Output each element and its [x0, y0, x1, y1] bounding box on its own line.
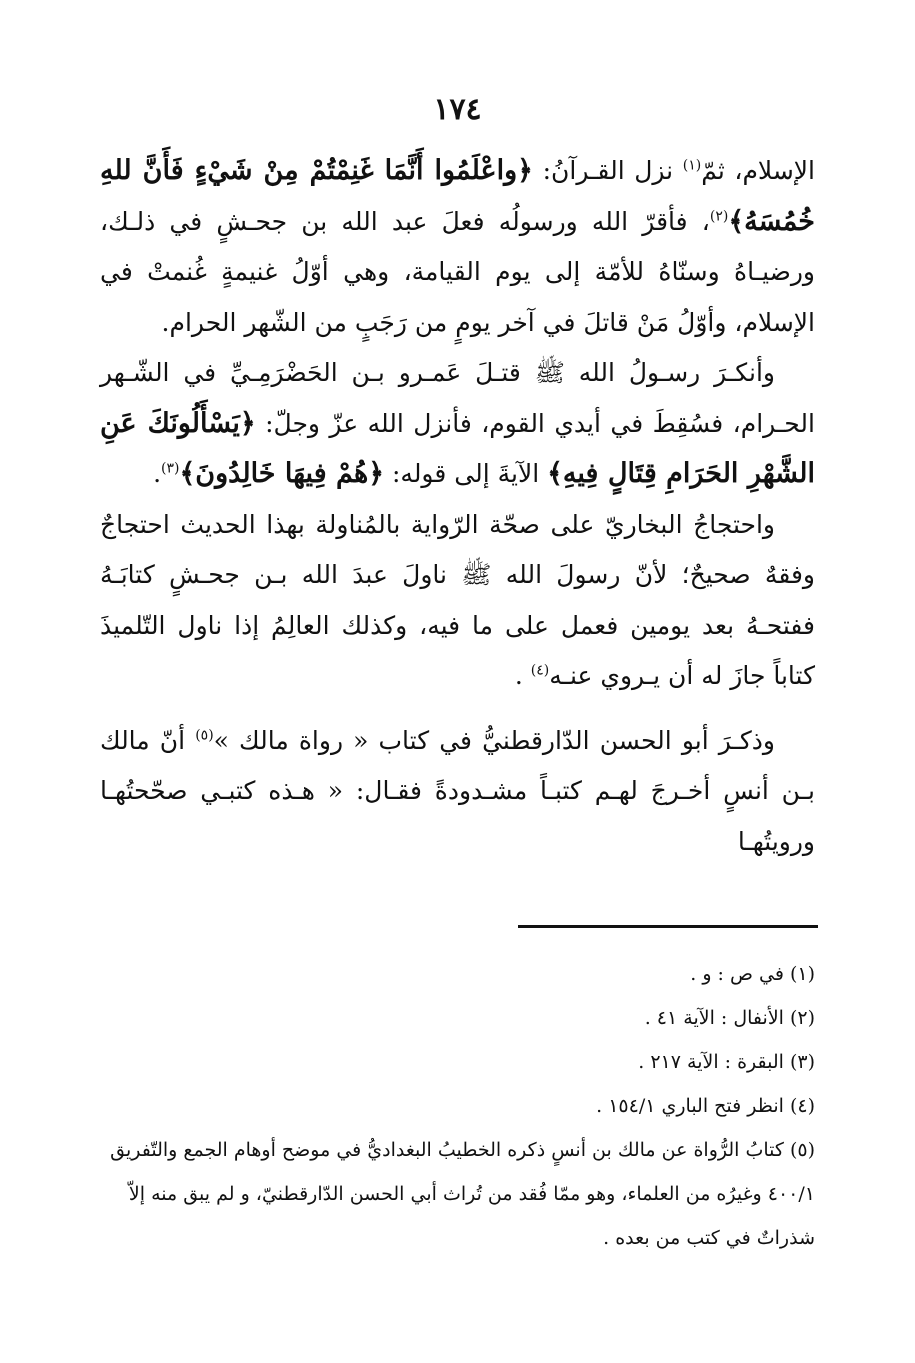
- footnote-number: (٣): [789, 1051, 815, 1073]
- footnote-number: (١): [789, 963, 815, 985]
- text-run: واحتجاجُ البخاريّ على صحّة الرّواية بالمُناولة بهذا الحديث احتجاجٌ وفقهٌ صحيحٌ؛ لأنّ رسولَ الله ﷺ ناولَ عبدَ الله بـن جحـشٍ كتابَـهُ ففتحـهُ بعد يومين فعمل على ما فيه، وكذلك العالِمُ إذا ناول التّلميذَ كتاباً جازَ له أن يـروي عنـه: [100, 509, 815, 690]
- footnote-item: [100, 1040, 815, 1084]
- footnote-marker: (٤): [530, 662, 550, 679]
- quran-quote: ﴿هُمْ فِيهَا خَالِدُونَ﴾: [179, 458, 385, 489]
- quran-quote: ﴿واعْلَمُوا أَنَّمَا غَنِمْتُمْ مِنْ شَيْءٍ فَأَنَّ للهِ خُمُسَهُ﴾: [100, 155, 815, 237]
- footnote-divider: [518, 925, 818, 928]
- footnote-number: (٢): [789, 1007, 815, 1029]
- footnote-marker: (١): [682, 157, 702, 174]
- text-run: نزل القـرآنُ:: [533, 156, 683, 185]
- footnote-text: البقرة : الآية ٢١٧ .: [638, 1051, 784, 1073]
- footnote-text: كتابُ الرُّواة عن مالك بن أنسٍ ذكره الخطيبُ البغداديُّ في موضح أوهام الجمع والتّفريق ٤٠٠/١ وغيرُه من العلماء، وهو ممّا فُقد من تُراث أبي الحسن الدّارقطنيّ، و لم يبق منه إلاّ شذراتٌ في كتب من بعده .: [110, 1139, 815, 1249]
- text-run: وأنكـرَ رسـولُ الله ﷺ قتـلَ عَمـرو بـن الحَضْرَمِـيِّ في الشّـهر الحـرام، فسُقِطَ في أيدي القوم، فأنزل الله عزّ وجلّ:: [100, 358, 815, 438]
- footnote-marker: (٢): [709, 208, 729, 225]
- page-number: ١٧٤: [433, 92, 482, 127]
- text-run: الإسلام، ثمّ: [701, 156, 816, 185]
- footnote-text: الأنفال : الآية ٤١ .: [644, 1007, 784, 1029]
- paragraph: [100, 500, 815, 702]
- footnote-number: (٥): [789, 1139, 815, 1161]
- footnote-item: [100, 1084, 815, 1128]
- footnote-item: [100, 996, 815, 1040]
- paragraph: [100, 348, 815, 500]
- text-run: .: [153, 459, 162, 488]
- footnote-item: [100, 952, 815, 996]
- footnote-marker: (٣): [161, 460, 180, 477]
- paragraph: [100, 146, 815, 348]
- text-run: وذكـرَ أبو الحسن الدّارقطنيُّ في كتاب « رواة مالك »: [213, 725, 775, 755]
- footnote-item: [100, 1128, 815, 1260]
- footnote-text: انظر فتح الباري ١٥٤/١ .: [596, 1095, 784, 1117]
- text-run: .: [514, 661, 531, 690]
- footnote-number: (٤): [789, 1095, 815, 1117]
- main-text: [100, 146, 815, 867]
- text-run: الآيةَ إلى قوله:: [384, 459, 548, 488]
- quran-quote: ﴿يَسْأَلُونَكَ عَنِ الشَّهْرِ الحَرَامِ قِتَالٍ فِيهِ﴾: [100, 407, 815, 489]
- footnote-marker: (٥): [195, 727, 214, 744]
- text-run: ، فأقرّ الله ورسولُه فعلَ عبد الله بن جحـشٍ في ذلـك، ورضيـاهُ وسنّاهُ للأمّة إلى يوم القيامة، وهي أوّلُ غنيمةٍ غُنمتْ في الإسلام، وأوّلُ مَنْ قاتلَ في آخر يومٍ من رَجَبٍ من الشّهر الحرام.: [100, 206, 815, 337]
- footnotes: [100, 952, 815, 1260]
- footnote-text: في ص : و .: [690, 963, 784, 985]
- paragraph: [100, 716, 815, 868]
- text-run: أنّ مالك بـن أنسٍ أخـرجَ لهـم كتبـاً مشـدودةً فقـال: « هـذه كتبـي صحّحتُهـا ورويتُهـا: [100, 725, 815, 856]
